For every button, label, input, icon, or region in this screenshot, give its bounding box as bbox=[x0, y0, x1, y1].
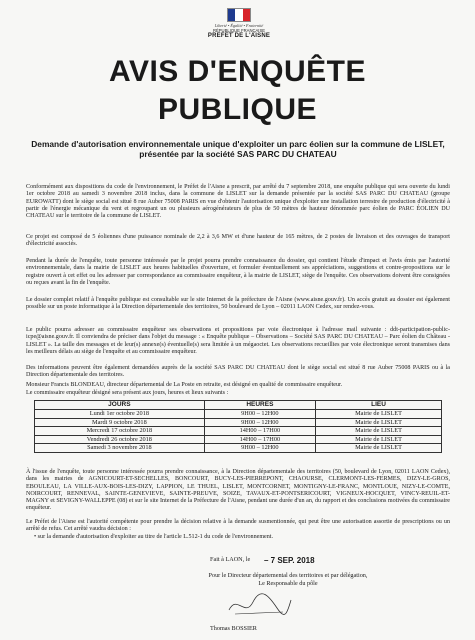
table-cell: Mairie de LISLET bbox=[316, 427, 442, 436]
paragraph-information: Des informations peuvent être également demandées auprès de la société SAS PARC DU CHATEAU dont le siège social est situé 8 rue Auber 75008 PARIS ou à la Direction départementale des territoires. bbox=[26, 365, 450, 379]
table-row bbox=[35, 418, 442, 427]
date-stamp: – 7 SEP. 2018 bbox=[264, 556, 315, 565]
prefecture-logo bbox=[199, 8, 279, 40]
table-row bbox=[35, 444, 442, 453]
table-cell: Mairie de LISLET bbox=[316, 435, 442, 444]
logo-republic: RÉPUBLIQUE FRANÇAISE bbox=[212, 28, 266, 33]
signer-name: Thomas BOSSIER bbox=[210, 625, 257, 632]
page-subtitle: Demande d'autorisation environnementale unique d'exploiter un parc éolien sur la commune de LISLET, présentée par la société SAS PARC DU CHATEAU bbox=[31, 139, 445, 159]
table-cell: 14H00 – 17H00 bbox=[204, 427, 315, 436]
paragraph-after-inquiry: À l'issue de l'enquête, toute personne intéressée pourra prendre connaissance, à la Direction départementale des territoires (50, boulevard de Lyon, 02011 LAON Cedex), dans les mairies de AGNICOURT-ET-SECHELLES, BONCOURT, BUCY-LES-PIERREPONT, CHAOURSE, CLERMONT-LES-FERMES, DIZY-LE-GROS, EBOULEAU, LA VILLE-AUX-BOIS-LES-DIZY, LAPPION, LE THUEL, LISLET, MONTCORNET, MONTIGNY-LE-FRANC, MONTLOUE, NIZY-LE-COMTE, NOIRCOURT, RENNEVAL, SAINTE-GENEVIEVE, SAINTE-PREUVE, SOIZE, TAVAUX-ET-PONTSERICOURT, VIGNEUX-HOCQUET, VINCY-REUIL-ET-MAGNY et SEVIGNY-WALLEPPE (08) et sur le site Internet de la Préfecture de l'Aisne, pendant une durée d'un an, du rapport et des conclusions motivées du commissaire enquêteur. bbox=[26, 469, 450, 512]
french-flag-icon bbox=[227, 8, 251, 22]
table-cell: Mairie de LISLET bbox=[316, 410, 442, 419]
column-header-days: JOURS bbox=[35, 401, 205, 410]
signature-delegation: Pour le Directeur départemental des territoires et par délégation, bbox=[208, 572, 368, 579]
logo-motto: Liberté • Égalité • Fraternité bbox=[214, 23, 264, 28]
paragraph-consultation: Pendant la durée de l'enquête, toute personne intéressée par le projet pourra prendre connaissance du dossier, qui contient l'étude d'impact et l'avis émis par l'autorité environnementale, dans la mairie de LISLET aux heures habituelles d'ouverture, et formuler éventuellement ses appréciations, suggestions et contre-propositions sur le registre ouvert à cet effet ou les adresser par correspondance au commissaire enquêteur, à la mairie de LISLET, siège de l'enquête. Ces observations doivent être consignées ou reçues avant la fin de l'enquête. bbox=[26, 258, 450, 286]
paragraph-email-observations: Le public pourra adresser au commissaire enquêteur ses observations et propositions par voie électronique à l'adresse mail suivante : ddt-participation-public-icpe@aisne.gouv.fr. Il conviendra de préciser dans l'objet du message : « Enquête publique – Observations – Société SAS PARC DU CHATEAU – Parc éolien du Château - LISLET ». La taille des messages et de leur(s) annexe(s) éventuelle(s) sera limitée à un mégaoctet. Les observations recueillies par voie électronique seront transmises dans les meilleurs délais au siège de l'enquête et au commissaire enquêteur. bbox=[26, 327, 450, 355]
table-cell: 14H00 – 17H00 bbox=[204, 435, 315, 444]
paragraph-intro: Conformément aux dispositions du code de l'environnement, le Préfet de l'Aisne a prescrit, par arrêté du 7 septembre 2018, une enquête publique qui sera ouverte du lundi 1er octobre 2018 au samedi 3 novembre 2018 inclus, dans la commune de LISLET sur la demande présentée par la société SAS PARC DU CHATEAU (groupe EUROWATT) dont le siège social est situé 8 rue Auber 75008 PARIS en vue d'obtenir l'autorisation unique d'exploiter une installation terrestre de production d'électricité à partir de l'énergie mécanique du vent et regroupant un ou plusieurs aérogénérateurs de plus de 50 mètres de hauteur dénommée parc éolien de PARC ÉOLIEN DU CHATEAU sur le territoire de la commune de LISLET. bbox=[26, 184, 450, 220]
table-cell: 9H00 – 12H00 bbox=[204, 410, 315, 419]
column-header-place: LIEU bbox=[316, 401, 442, 410]
table-row bbox=[35, 410, 442, 419]
table-cell: 9H00 – 12H00 bbox=[204, 418, 315, 427]
table-cell: Mercredi 17 octobre 2018 bbox=[35, 427, 205, 436]
table-cell: Mardi 9 octobre 2018 bbox=[35, 418, 205, 427]
paragraph-commissioner: Monsieur Francis BLONDEAU, directeur départemental de La Poste en retraite, est désigné en qualité de commissaire enquêteur. bbox=[26, 382, 343, 388]
page-title-line2: PUBLIQUE bbox=[157, 93, 317, 126]
table-row bbox=[35, 427, 442, 436]
paragraph-project: Ce projet est composé de 5 éoliennes d'une puissance nominale de 2,2 à 3,6 MW et d'une hauteur de 165 mètres, de 2 postes de livraison et des ouvrages de transport d'électricité associés. bbox=[26, 234, 450, 248]
logo-prefecture: PREFET DE L'AISNE bbox=[207, 33, 271, 39]
paragraph-online-dossier: Le dossier complet relatif à l'enquête publique est consultable sur le site Internet de la préfecture de l'Aisne (www.aisne.gouv.fr). Un accès gratuit au dossier est également possible sur un poste informatique à la Direction départementale des territoires, 50 boulevard de Lyon – 02011 LAON Cedex, sur rendez-vous. bbox=[26, 297, 450, 311]
paragraph-schedule-intro: Le commissaire enquêteur désigné sera présent aux jours, heures et lieux suivants : bbox=[26, 390, 229, 396]
schedule-table bbox=[34, 400, 442, 453]
column-header-hours: HEURES bbox=[204, 401, 315, 410]
table-cell: Lundi 1er octobre 2018 bbox=[35, 410, 205, 419]
page-title-line1: AVIS D'ENQUÊTE bbox=[109, 55, 366, 88]
signature-role: Le Responsable du pôle bbox=[258, 580, 318, 587]
table-cell: Vendredi 26 octobre 2018 bbox=[35, 435, 205, 444]
paragraph-decision: Le Préfet de l'Aisne est l'autorité compétente pour prendre la décision relative à la demande susmentionnée, qui peut être une autorisation assortie de prescriptions ou un arrêté de refus. Cet arrêté vaudra décision : bbox=[26, 519, 450, 533]
table-header-row bbox=[35, 401, 442, 410]
signature-place: Fait à LAON, le bbox=[210, 556, 251, 563]
paragraph-decision-item: • sur la demande d'autorisation d'exploiter au titre de l'article L.512-1 du code de l'environnement. bbox=[34, 534, 274, 540]
table-row bbox=[35, 435, 442, 444]
table-cell: Mairie de LISLET bbox=[316, 418, 442, 427]
table-cell: Samedi 3 novembre 2018 bbox=[35, 444, 205, 453]
handwritten-signature bbox=[225, 590, 295, 620]
table-cell: Mairie de LISLET bbox=[316, 444, 442, 453]
table-cell: 9H00 – 12H00 bbox=[204, 444, 315, 453]
